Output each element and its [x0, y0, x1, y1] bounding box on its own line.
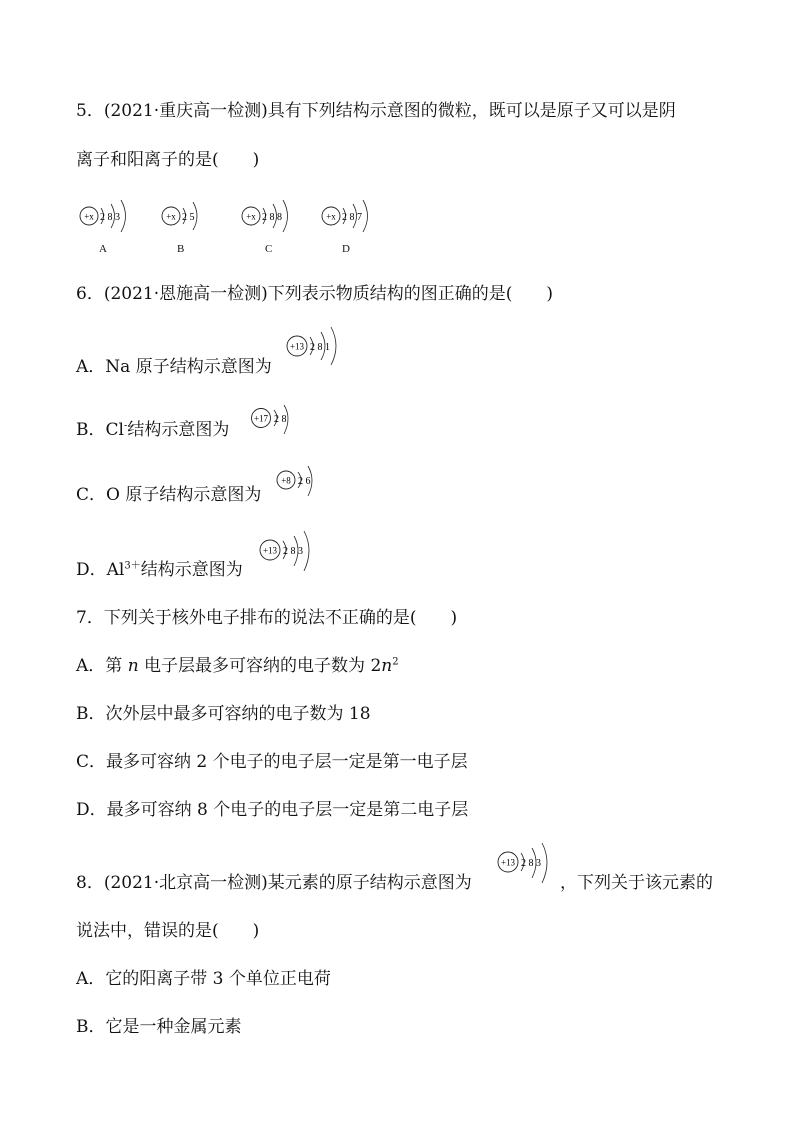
q7-option-b: B．次外层中最多可容纳的电子数为 18: [76, 704, 371, 724]
q6-option-c-text: C．O 原子结构示意图为: [76, 485, 262, 505]
q5-option-a-label: A: [99, 243, 107, 255]
q6-option-b-diagram: [250, 402, 300, 442]
svg-text:2 8 3: 2 8 3: [100, 212, 120, 223]
svg-text:2 6: 2 6: [298, 476, 311, 487]
q5-stem-line1: 5．(2021·重庆高一检测)具有下列结构示意图的微粒，既可以是原子又可以是阴: [76, 101, 676, 121]
q8-option-b: B．它是一种金属元素: [76, 1017, 242, 1037]
svg-text:+8: +8: [281, 475, 291, 486]
q8-diagram: [496, 840, 558, 890]
svg-text:+13: +13: [289, 341, 305, 352]
q8-stem-after: ，下列关于该元素的: [560, 873, 713, 893]
svg-text:+13: +13: [500, 857, 516, 868]
q5-option-b-label: B: [177, 243, 185, 255]
svg-text:2 8 8: 2 8 8: [262, 212, 282, 223]
svg-text:+x: +x: [326, 211, 336, 222]
q5-option-b-diagram: [160, 196, 210, 240]
svg-text:+x: +x: [246, 211, 256, 222]
q5-option-d-label: D: [342, 243, 350, 255]
q7-stem: 7．下列关于核外电子排布的说法不正确的是( ): [76, 608, 458, 628]
svg-text:2 5: 2 5: [182, 212, 195, 223]
q6-stem: 6．(2021·恩施高一检测)下列表示物质结构的图正确的是( ): [76, 284, 554, 304]
q7-option-c: C．最多可容纳 2 个电子的电子层一定是第一电子层: [76, 752, 468, 772]
svg-text:+x: +x: [84, 211, 94, 222]
q7-option-d: D．最多可容纳 8 个电子的电子层一定是第二电子层: [76, 800, 469, 820]
svg-text:2 8 1: 2 8 1: [310, 342, 330, 353]
q8-option-a: A．它的阳离子带 3 个单位正电荷: [76, 969, 331, 989]
q5-option-c-label: C: [265, 243, 273, 255]
svg-text:2 8 3: 2 8 3: [521, 858, 541, 869]
q6-option-b-text: B．Cl-结构示意图为: [76, 420, 230, 440]
svg-text:2 8 3: 2 8 3: [283, 546, 303, 557]
q6-option-a-text: A．Na 原子结构示意图为: [76, 357, 272, 377]
svg-text:2 8: 2 8: [274, 414, 287, 425]
q5-option-c-diagram: [240, 196, 300, 240]
q6-option-d-diagram: [258, 528, 320, 578]
q5-stem-line2: 离子和阳离子的是( ): [76, 150, 260, 170]
q5-option-a-diagram: [78, 196, 138, 240]
svg-text:+x: +x: [166, 211, 176, 222]
q6-option-c-diagram: [275, 462, 325, 506]
q8-stem-line2: 说法中，错误的是( ): [76, 921, 260, 941]
q6-option-a-diagram: [285, 324, 345, 372]
svg-text:+13: +13: [262, 545, 278, 556]
svg-text:2 8 7: 2 8 7: [342, 212, 362, 223]
svg-text:+17: +17: [253, 413, 269, 424]
q5-option-d-diagram: [320, 196, 380, 240]
q8-stem-before: 8．(2021·北京高一检测)某元素的原子结构示意图为: [76, 873, 472, 893]
q6-option-d-text: D．$Al^{3+}$结构示意图为: [76, 560, 243, 580]
q7-option-a: A．第 n 电子层最多可容纳的电子数为 $2n^2$: [76, 656, 399, 676]
